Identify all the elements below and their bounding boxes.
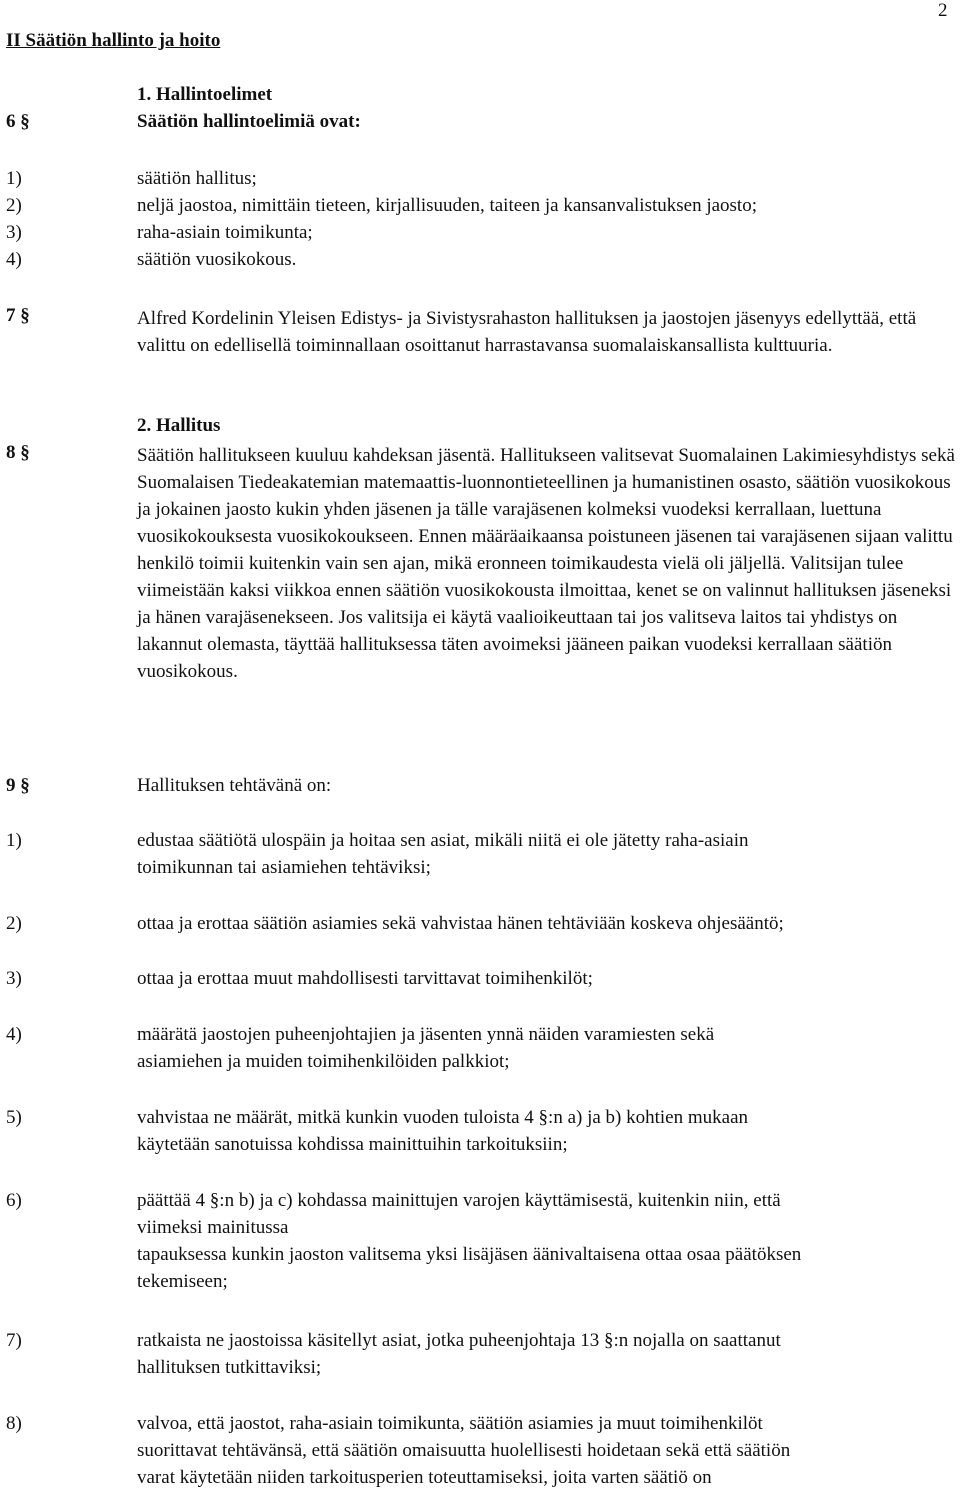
list-item-number: 3) bbox=[6, 968, 22, 989]
list-item-line: määrätä jaostojen puheenjohtajien ja jäsenten ynnä näiden varamiesten sekä bbox=[137, 1024, 715, 1045]
list-item-line: vahvistaa ne määrät, mitkä kunkin vuoden tuloista 4 §:n a) ja b) kohtien mukaan bbox=[137, 1107, 749, 1128]
paragraph-number-8: 8 § bbox=[6, 442, 30, 463]
list-item-number: 3) bbox=[6, 222, 22, 243]
section-heading-hallintoelimet: 1. Hallintoelimet bbox=[137, 84, 273, 105]
list-item-number: 6) bbox=[6, 1190, 22, 1211]
paragraph-9-intro: Hallituksen tehtävänä on: bbox=[137, 775, 332, 796]
paragraph-number-6: 6 § bbox=[6, 111, 30, 132]
list-item-line: tapauksessa kunkin jaoston valitsema yksi lisäjäsen äänivaltaisena ottaa osaa päätöksen bbox=[137, 1244, 802, 1265]
list-item-number: 1) bbox=[6, 168, 22, 189]
paragraph-8-text: Säätiön hallitukseen kuuluu kahdeksan jäsentä. Hallitukseen valitsevat Suomalainen Lakimiesyhdistys sekä Suomalaisen Tiedeakatemian matemaattis-luonnontieteellinen ja humanistinen osasto, säätiön vuosikokous ja jokainen jaosto kukin yhden jäsenen ja tälle varajäsenen kolmeksi vuodeksi kerrallaan, luettuna vuosikokouksesta vuosikokoukseen. Ennen määräaikaansa poistuneen jäsenen tai varajäsenen sijaan valittu henkilö toimii kuitenkin vain sen ajan, mikä eronneen toimikaudesta vielä oli jäljellä. Valitsijan tulee viimeistään kaksi viikkoa ennen säätiön vuosikokousta ilmoittaa, kenet se on valinnut hallituksen jäseneksi ja hänen varajäsenekseen. Jos valitsija ei käytä vaalioikeuttaan tai jos valitseva laitos tai yhdistys on lakannut olemasta, täyttää hallituksessa täten avoimeksi jääneen paikan vuodeksi kerrallaan säätiön vuosikokous. bbox=[137, 445, 955, 682]
list-item-line: ottaa ja erottaa säätiön asiamies sekä vahvistaa hänen tehtäviään koskeva ohjesääntö; bbox=[137, 913, 784, 934]
paragraph-7-text: Alfred Kordelinin Yleisen Edistys- ja Sivistysrahaston hallituksen ja jaostojen jäsenyys edellyttää, että valittu on edellisellä toiminnallaan osoittanut harrastavansa suomalaiskansallista kulttuuria. bbox=[137, 308, 917, 356]
list-item-line: päättää 4 §:n b) ja c) kohdassa mainittujen varojen käyttämisestä, kuitenkin niin, että bbox=[137, 1190, 781, 1211]
page-number: 2 bbox=[938, 0, 948, 21]
list-item-number: 1) bbox=[6, 830, 22, 851]
paragraph-number-9: 9 § bbox=[6, 775, 30, 796]
list-item-line: ottaa ja erottaa muut mahdollisesti tarvittavat toimihenkilöt; bbox=[137, 968, 593, 989]
list-item-line: toimikunnan tai asiamiehen tehtäviksi; bbox=[137, 857, 431, 878]
list-item-line: käytetään sanotuissa kohdissa mainittuihin tarkoituksiin; bbox=[137, 1134, 568, 1155]
list-item-text: raha-asiain toimikunta; bbox=[137, 222, 313, 243]
list-item-line: asiamiehen ja muiden toimihenkilöiden palkkiot; bbox=[137, 1051, 510, 1072]
list-item-text: säätiön hallitus; bbox=[137, 168, 257, 189]
list-item-line: viimeksi mainitussa bbox=[137, 1217, 289, 1238]
section-heading-hallitus: 2. Hallitus bbox=[137, 415, 221, 436]
list-item-number: 4) bbox=[6, 1024, 22, 1045]
list-item-line: valvoa, että jaostot, raha-asiain toimikunta, säätiön asiamies ja muut toimihenkilöt bbox=[137, 1413, 763, 1434]
paragraph-6-intro: Säätiön hallintoelimiä ovat: bbox=[137, 111, 361, 132]
list-item-text: säätiön vuosikokous. bbox=[137, 249, 297, 270]
list-item-line: ratkaista ne jaostoissa käsitellyt asiat, jotka puheenjohtaja 13 §:n nojalla on saattanut bbox=[137, 1330, 781, 1351]
list-item-line: edustaa säätiötä ulospäin ja hoitaa sen asiat, mikäli niitä ei ole jätetty raha-asiain bbox=[137, 830, 749, 851]
list-item-number: 7) bbox=[6, 1330, 22, 1351]
list-item-number: 5) bbox=[6, 1107, 22, 1128]
list-item-line: varat käytetään niiden tarkoitusperien toteuttamiseksi, joita varten säätiö on bbox=[137, 1467, 712, 1488]
list-item-number: 2) bbox=[6, 195, 22, 216]
list-item-number: 4) bbox=[6, 249, 22, 270]
paragraph-number-7: 7 § bbox=[6, 305, 30, 326]
list-item-text: neljä jaostoa, nimittäin tieteen, kirjallisuuden, taiteen ja kansanvalistuksen jaosto; bbox=[137, 195, 757, 216]
list-item-line: tekemiseen; bbox=[137, 1271, 228, 1292]
list-item-number: 8) bbox=[6, 1413, 22, 1434]
list-item-number: 2) bbox=[6, 913, 22, 934]
list-item-line: suorittavat tehtävänsä, että säätiön omaisuutta huolellisesti hoidetaan sekä että säätiön bbox=[137, 1440, 791, 1461]
list-item-line: hallituksen tutkittaviksi; bbox=[137, 1357, 322, 1378]
chapter-title: II Säätiön hallinto ja hoito bbox=[6, 30, 221, 51]
